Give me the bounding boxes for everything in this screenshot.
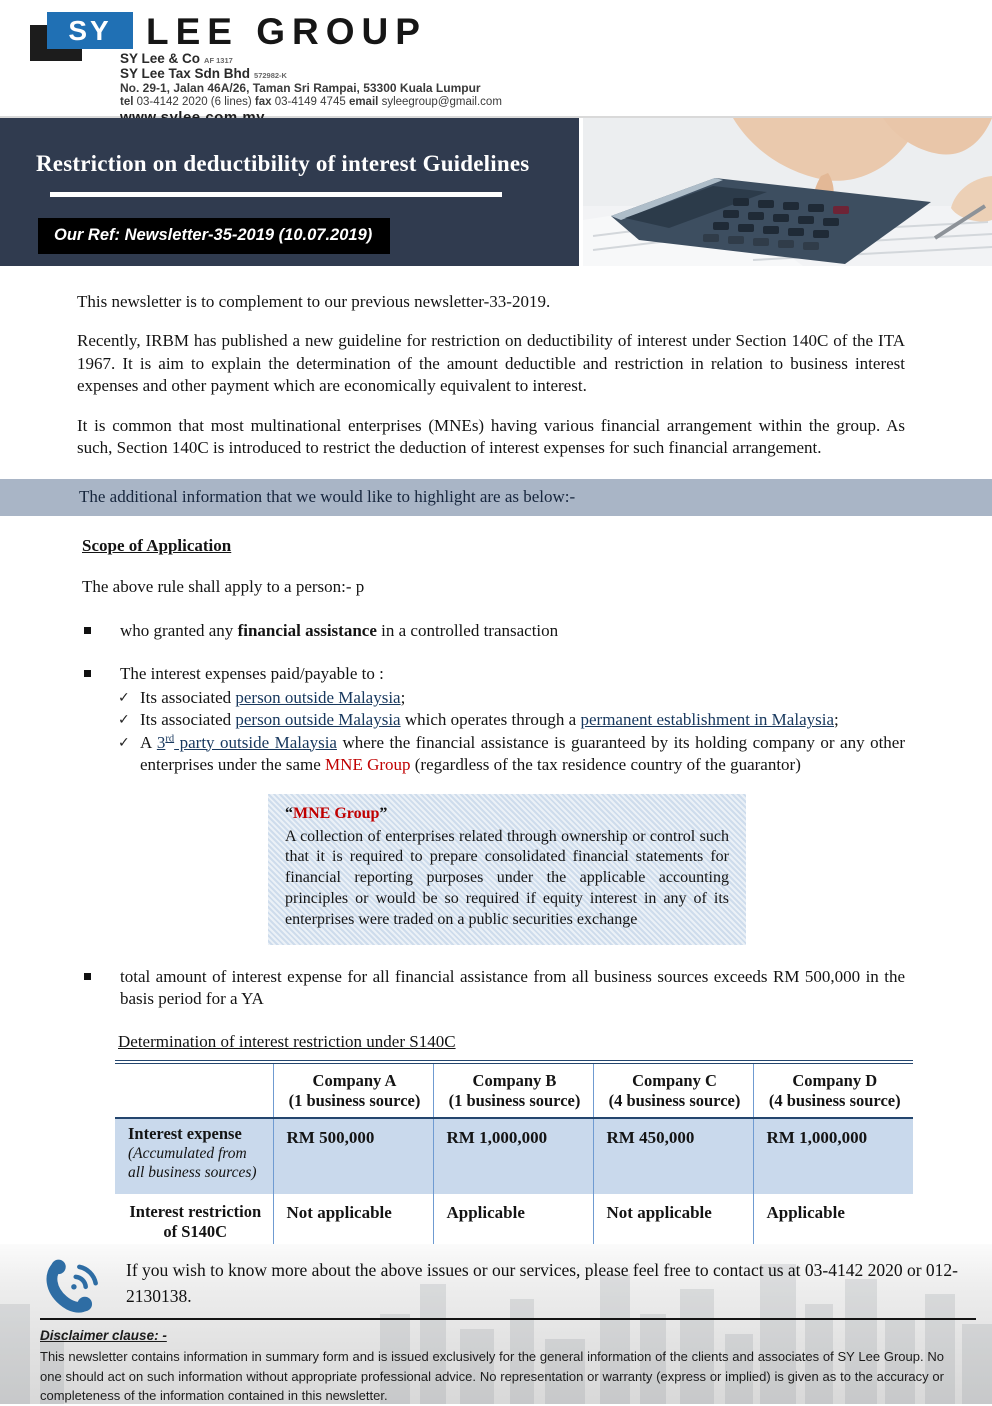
intro-paragraph-2: Recently, IRBM has published a new guideline for restriction on deductibility of interest under Section 140C of the ITA 1967. It is aim to explain the determination of the amount deductible and restriction in relation to business interest expenses and other payment which are economically equivalent to interest. xyxy=(77,331,905,396)
logo-blue-box xyxy=(47,12,133,49)
row-label-cell: Interest restriction of S140C xyxy=(129,1202,262,1241)
company-address: No. 29-1, Jalan 46A/26, Taman Sri Rampai, 53300 Kuala Lumpur xyxy=(120,81,481,96)
scope-lead: The above rule shall apply to a person:- p xyxy=(82,577,365,597)
highlight-bar: The additional information that we would like to highlight are as below:- xyxy=(0,479,992,516)
check-list xyxy=(118,687,905,775)
banner-navy-panel xyxy=(0,118,583,266)
checkmark-icon: ✓ xyxy=(118,690,130,707)
square-bullet-icon xyxy=(84,670,91,677)
table-row-restriction xyxy=(115,1194,913,1250)
cell-value: RM 1,000,000 xyxy=(753,1118,913,1194)
table-header-row xyxy=(115,1062,913,1118)
scope-bullet-1: who granted any financial assistance in a controlled transaction xyxy=(82,620,905,642)
firm-name-2: SY Lee Tax Sdn Bhd 572982-K xyxy=(120,66,287,82)
disclaimer-heading: Disclaimer clause: - xyxy=(40,1328,167,1343)
fax-label: fax xyxy=(254,95,272,108)
mne-group-definition: A collection of enterprises related through ownership or control such that it is required to prepare consolidated financial statements for financial reporting purposes under the applicable accounting principles or would be so required if equity interest in any of its enterprises were traded on a public securities exchange xyxy=(285,827,729,928)
calculator-photo xyxy=(583,118,992,266)
check-item-1: ✓ Its associated person outside Malaysia; xyxy=(118,687,905,709)
header-company-c: Company C (4 business source) xyxy=(593,1062,753,1118)
firm-reg-1: AF 1317 xyxy=(204,56,233,65)
cell-value: Not applicable xyxy=(593,1194,753,1250)
cell-value: Applicable xyxy=(433,1194,593,1250)
mne-group-term: “MNE Group” xyxy=(285,804,388,822)
interest-restriction-table xyxy=(115,1060,913,1252)
firm-reg-2: 572982-K xyxy=(254,71,287,81)
tel-number: 03-4142 2020 (6 lines) xyxy=(136,95,252,108)
table-row-interest-expense xyxy=(115,1118,913,1194)
contact-callout xyxy=(0,1244,992,1313)
company-info xyxy=(120,51,502,128)
email-label: email xyxy=(348,95,379,108)
cell-value: Applicable xyxy=(753,1194,913,1250)
footer xyxy=(0,1244,992,1404)
intro-section xyxy=(77,291,905,460)
scope-bullet-3: total amount of interest expense for all financial assistance from all business sources exceeds RM 500,000 in the basis period for a YA xyxy=(82,966,905,1011)
disclaimer-section xyxy=(40,1328,944,1406)
checkmark-icon: ✓ xyxy=(118,712,130,729)
cell-value: RM 500,000 xyxy=(273,1118,433,1194)
table-caption: Determination of interest restriction under S140C xyxy=(118,1032,456,1052)
check-item-3: ✓ A 3rd party outside Malaysia where the financial assistance is guaranteed by its holding company or any other enterprises under the same MNE Group (regardless of the tax residence country of the guarantor) xyxy=(118,732,905,776)
cell-value: RM 1,000,000 xyxy=(433,1118,593,1194)
newsletter-ref-badge: Our Ref: Newsletter-35-2019 (10.07.2019) xyxy=(38,218,390,254)
disclaimer-body: This newsletter contains information in summary form and is issued exclusively for the general information of the clients and associates of SY Lee Group. No one should act on such information without appropriate professional advice. No representation or warranty (express or implied) is given as to the accuracy or completeness of the information contained in this newsletter. xyxy=(40,1349,944,1403)
scope-section xyxy=(82,535,905,1252)
intro-paragraph-1: This newsletter is to complement to our previous newsletter-33-2019. xyxy=(77,292,551,311)
scope-heading: Scope of Application xyxy=(82,535,232,555)
fax-number: 03-4149 4745 xyxy=(274,95,346,108)
logo-wordmark: LEE GROUP xyxy=(146,11,427,52)
sy-logo-mark xyxy=(30,12,134,62)
checkmark-icon: ✓ xyxy=(118,734,130,751)
email-address: syleegroup@gmail.com xyxy=(381,95,502,108)
mne-group-definition-box xyxy=(268,794,746,945)
tel-label: tel xyxy=(120,95,134,108)
title-banner xyxy=(0,118,992,266)
check-item-2: ✓ Its associated person outside Malaysia which operates through a permanent establishment in Malaysia; xyxy=(118,709,905,731)
phone-icon xyxy=(44,1257,102,1313)
contact-message: If you wish to know more about the above issues or our services, please feel free to contact us at 03-4142 2020 or 012-2130138. xyxy=(126,1260,958,1307)
square-bullet-icon xyxy=(84,627,91,634)
cell-value: Not applicable xyxy=(273,1194,433,1250)
header-blank-cell xyxy=(115,1062,273,1118)
letterhead xyxy=(0,0,992,118)
header-company-a: Company A (1 business source) xyxy=(273,1062,433,1118)
intro-paragraph-3: It is common that most multinational enterprises (MNEs) having various financial arrangement within the group. As such, Section 140C is introduced to restrict the deduction of interest expenses for such financial arrangement. xyxy=(77,415,905,458)
footer-divider-line xyxy=(40,1318,976,1320)
row-label-cell: Interest expense (Accumulated from all business sources) xyxy=(128,1124,257,1182)
square-bullet-icon xyxy=(84,973,91,980)
company-contact-line xyxy=(120,96,502,110)
scope-bullet-2: The interest expenses paid/payable to : xyxy=(82,663,905,685)
title-underline-rule xyxy=(50,192,502,197)
header-company-d: Company D (4 business source) xyxy=(753,1062,913,1118)
cell-value: RM 450,000 xyxy=(593,1118,753,1194)
newsletter-title: Restriction on deductibility of interest Guidelines xyxy=(36,151,530,176)
firm-name-1: SY Lee & Co AF 1317 xyxy=(120,51,233,66)
calculator-photo-illustration xyxy=(583,118,992,266)
logo-sy-text: SY xyxy=(68,14,112,46)
header-company-b: Company B (1 business source) xyxy=(433,1062,593,1118)
